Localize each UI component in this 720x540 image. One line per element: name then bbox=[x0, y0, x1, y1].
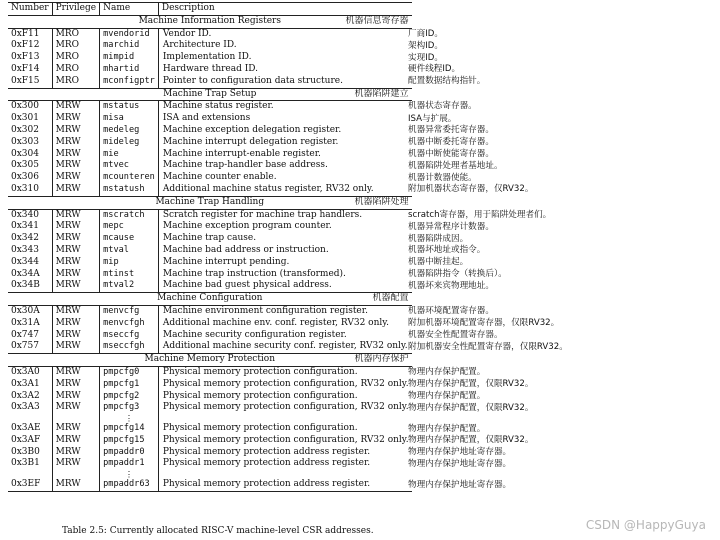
chinese-annotation: 附加机器状态寄存器，仅RV32。 bbox=[408, 184, 534, 195]
csr-description: Machine bad guest physical address. bbox=[158, 280, 411, 292]
csr-number: 0x342 bbox=[11, 233, 39, 244]
table-row bbox=[8, 172, 412, 184]
csr-privilege: MRW bbox=[52, 209, 100, 221]
csr-privilege: MRW bbox=[52, 305, 100, 317]
csr-number: 0xF15 bbox=[8, 76, 52, 88]
ellipsis-cell bbox=[52, 470, 100, 479]
csr-number: 0x747 bbox=[11, 329, 39, 340]
csr-description: Architecture ID. bbox=[158, 40, 411, 52]
csr-privilege: MRW bbox=[52, 423, 100, 435]
csr-number: 0x3A2 bbox=[11, 390, 40, 401]
table-row bbox=[8, 40, 412, 52]
csr-privilege: MRW bbox=[52, 137, 100, 149]
table-row bbox=[8, 366, 412, 378]
csr-name: mtval bbox=[100, 245, 159, 257]
csr-privilege: MRW bbox=[52, 257, 100, 269]
csr-description: Physical memory protection configuration, RV32 only. bbox=[158, 435, 411, 447]
csr-description: Machine exception delegation register. bbox=[158, 125, 411, 137]
csr-name: pmpaddr1 bbox=[100, 458, 159, 470]
csr-number: 0x303 bbox=[11, 136, 39, 147]
csr-number: 0xF12 bbox=[11, 40, 40, 51]
table-row bbox=[8, 423, 412, 435]
chinese-annotation: 机器异常程序计数器。 bbox=[408, 221, 494, 232]
table-caption: Table 2.5: Currently allocated RISC-V machine-level CSR addresses. bbox=[62, 526, 374, 536]
chinese-annotation: scratch寄存器，用于陷阱处理者们。 bbox=[408, 209, 552, 220]
csr-privilege: MRW bbox=[52, 101, 100, 113]
table-row bbox=[8, 76, 412, 88]
ellipsis-row bbox=[8, 470, 412, 479]
csr-description: Physical memory protection address register. bbox=[158, 458, 411, 470]
chinese-annotation: 物理内存保护配置，仅限RV32。 bbox=[408, 379, 534, 390]
csr-number: 0xF13 bbox=[11, 52, 40, 63]
header-privilege: Privilege bbox=[52, 3, 100, 16]
csr-name: marchid bbox=[100, 40, 159, 52]
chinese-annotation: 机器安全性配置寄存器。 bbox=[408, 330, 503, 341]
chinese-annotation: 物理内存保护配置，仅限RV32。 bbox=[408, 435, 534, 446]
csr-description: Machine interrupt-enable register. bbox=[158, 149, 411, 161]
csr-privilege: MRW bbox=[52, 113, 100, 125]
csr-description: Physical memory protection configuration, RV32 only. bbox=[158, 379, 411, 391]
csr-privilege: MRW bbox=[52, 233, 100, 245]
csr-number: 0x3A0 bbox=[11, 366, 40, 377]
section-title-zh: 机器陷阱建立 bbox=[354, 88, 409, 99]
csr-name: mscratch bbox=[100, 209, 159, 221]
csr-description: Machine interrupt pending. bbox=[158, 257, 411, 269]
csr-privilege: MRO bbox=[52, 28, 100, 40]
table-row bbox=[8, 221, 412, 233]
csr-privilege: MRW bbox=[52, 341, 100, 353]
csr-privilege: MRW bbox=[52, 245, 100, 257]
csr-number: 0x340 bbox=[11, 209, 39, 220]
csr-privilege: MRW bbox=[52, 221, 100, 233]
csr-description: Machine trap-handler base address. bbox=[158, 160, 411, 172]
csr-table bbox=[8, 2, 412, 492]
section-title-cell bbox=[8, 354, 412, 367]
csr-number: 0xF14 bbox=[11, 63, 40, 74]
chinese-annotation: 物理内存保护配置。 bbox=[408, 391, 486, 401]
section-header-row bbox=[8, 196, 412, 209]
table-row bbox=[8, 269, 412, 281]
csr-number: 0x301 bbox=[11, 113, 39, 124]
csr-name: pmpaddr0 bbox=[100, 447, 159, 459]
table-row bbox=[8, 305, 412, 317]
table-row bbox=[8, 28, 412, 40]
csr-description: Scratch register for machine trap handlers. bbox=[158, 209, 411, 221]
csr-privilege: MRO bbox=[52, 52, 100, 64]
watermark: CSDN @HappyGuya bbox=[585, 518, 706, 532]
csr-name: pmpcfg14 bbox=[100, 423, 159, 435]
csr-privilege: MRO bbox=[52, 40, 100, 52]
section-title: Machine Configuration bbox=[157, 293, 263, 304]
csr-number: 0x3EF bbox=[8, 479, 52, 491]
csr-privilege: MRW bbox=[52, 435, 100, 447]
chinese-annotation: 物理内存保护地址寄存器。 bbox=[408, 479, 512, 490]
csr-privilege: MRW bbox=[52, 149, 100, 161]
csr-privilege: MRW bbox=[52, 402, 100, 414]
chinese-annotation: 机器异常委托寄存器。 bbox=[408, 125, 494, 136]
csr-description: Physical memory protection address register. bbox=[158, 479, 411, 491]
csr-name: mideleg bbox=[100, 137, 159, 149]
csr-description: Physical memory protection address register. bbox=[158, 447, 411, 459]
csr-privilege: MRW bbox=[52, 447, 100, 459]
chinese-annotation: ISA与扩展。 bbox=[408, 113, 457, 124]
csr-name: mtvec bbox=[100, 160, 159, 172]
table-row bbox=[8, 330, 412, 342]
csr-privilege: MRW bbox=[52, 184, 100, 196]
chinese-annotation: 附加机器环境配置寄存器，仅限RV32。 bbox=[408, 318, 560, 329]
table-row bbox=[8, 257, 412, 269]
section-title-cell bbox=[8, 196, 412, 209]
chinese-annotation: 物理内存保护地址寄存器。 bbox=[408, 447, 512, 458]
csr-number: 0x302 bbox=[11, 124, 39, 135]
csr-name: medeleg bbox=[100, 125, 159, 137]
csr-number: 0x3B1 bbox=[11, 458, 40, 469]
csr-description: Hardware thread ID. bbox=[158, 64, 411, 76]
csr-description: Machine environment configuration register. bbox=[158, 305, 411, 317]
table-row bbox=[8, 318, 412, 330]
csr-number: 0x3A1 bbox=[11, 378, 40, 389]
section-title-zh: 机器配置 bbox=[372, 293, 409, 304]
csr-name: mseccfg bbox=[100, 330, 159, 342]
csr-name: mtinst bbox=[100, 269, 159, 281]
csr-name: mip bbox=[100, 257, 159, 269]
csr-number: 0x300 bbox=[11, 101, 39, 112]
csr-description: Machine security configuration register. bbox=[158, 330, 411, 342]
csr-name: mtval2 bbox=[100, 280, 159, 292]
csr-privilege: MRW bbox=[52, 330, 100, 342]
csr-privilege: MRW bbox=[52, 160, 100, 172]
table-body bbox=[8, 15, 412, 491]
chinese-annotation: 物理内存保护配置。 bbox=[408, 366, 486, 377]
chinese-annotation: 厂商ID。 bbox=[408, 28, 443, 39]
csr-number: 0xF11 bbox=[11, 28, 40, 39]
csr-description: Machine trap cause. bbox=[158, 233, 411, 245]
ellipsis-cell bbox=[52, 414, 100, 423]
table-row bbox=[8, 209, 412, 221]
table-row bbox=[8, 379, 412, 391]
csr-number: 0x31A bbox=[11, 317, 40, 328]
csr-name: mconfigptr bbox=[100, 76, 159, 88]
csr-privilege: MRO bbox=[52, 64, 100, 76]
csr-description: Physical memory protection configuration. bbox=[158, 366, 411, 378]
csr-description: Pointer to configuration data structure. bbox=[158, 76, 411, 88]
csr-number: 0x306 bbox=[11, 172, 39, 183]
csr-name: mvendorid bbox=[100, 28, 159, 40]
csr-privilege: MRW bbox=[52, 379, 100, 391]
csr-number: 0x304 bbox=[11, 148, 39, 159]
csr-number: 0x343 bbox=[11, 244, 39, 255]
section-title: Machine Trap Handling bbox=[155, 196, 265, 207]
table-header-row bbox=[8, 3, 412, 16]
csr-description: Machine status register. bbox=[158, 101, 411, 113]
ellipsis-cell bbox=[158, 414, 411, 423]
csr-number: 0x3AE bbox=[11, 423, 41, 434]
csr-name: menvcfg bbox=[100, 305, 159, 317]
chinese-annotation: 实现ID。 bbox=[408, 52, 443, 63]
table-row bbox=[8, 125, 412, 137]
chinese-annotation: 物理内存保护配置。 bbox=[408, 423, 486, 434]
table-row bbox=[8, 245, 412, 257]
csr-description: Vendor ID. bbox=[158, 28, 411, 40]
ellipsis-row bbox=[8, 414, 412, 423]
csr-description: Additional machine security conf. register, RV32 only. bbox=[158, 341, 411, 353]
csr-description: Implementation ID. bbox=[158, 52, 411, 64]
table-row bbox=[8, 149, 412, 161]
csr-name: mimpid bbox=[100, 52, 159, 64]
csr-description: Machine bad address or instruction. bbox=[158, 245, 411, 257]
csr-description: Physical memory protection configuration. bbox=[158, 423, 411, 435]
chinese-annotation: 物理内存保护配置，仅限RV32。 bbox=[408, 402, 534, 413]
section-title: Machine Memory Protection bbox=[144, 354, 276, 365]
ellipsis-cell: ⋮ bbox=[100, 470, 159, 479]
chinese-annotation: 机器坏地址或指令。 bbox=[408, 245, 486, 256]
csr-description: Machine interrupt delegation register. bbox=[158, 137, 411, 149]
header-number: Number bbox=[8, 3, 52, 16]
csr-name: mseccfgh bbox=[100, 341, 159, 353]
csr-number: 0x34A bbox=[11, 268, 40, 279]
csr-privilege: MRO bbox=[52, 76, 100, 88]
csr-name: misa bbox=[100, 113, 159, 125]
csr-number: 0x310 bbox=[8, 184, 52, 196]
csr-description: Machine trap instruction (transformed). bbox=[158, 269, 411, 281]
csr-privilege: MRW bbox=[52, 366, 100, 378]
csr-number: 0x757 bbox=[8, 341, 52, 353]
csr-name: mcause bbox=[100, 233, 159, 245]
csr-number: 0x3A3 bbox=[11, 402, 40, 413]
header-name: Name bbox=[100, 3, 159, 16]
chinese-annotation: 机器中断挂起。 bbox=[408, 257, 469, 268]
section-header-row bbox=[8, 293, 412, 306]
csr-privilege: MRW bbox=[52, 391, 100, 403]
section-title: Machine Information Registers bbox=[138, 15, 281, 26]
section-title-zh: 机器陷阱处理 bbox=[354, 196, 409, 207]
csr-description: Additional machine env. conf. register, RV32 only. bbox=[158, 318, 411, 330]
csr-description: ISA and extensions bbox=[158, 113, 411, 125]
chinese-annotation: 机器陷阱处理者基地址。 bbox=[408, 160, 503, 171]
section-title-cell bbox=[8, 293, 412, 306]
csr-privilege: MRW bbox=[52, 479, 100, 491]
chinese-annotation: 机器陷阱成因。 bbox=[408, 233, 469, 244]
csr-name: mstatush bbox=[100, 184, 159, 196]
csr-description: Physical memory protection configuration. bbox=[158, 391, 411, 403]
csr-number: 0x305 bbox=[11, 160, 39, 171]
csr-number: 0x34B bbox=[8, 280, 52, 292]
table-row bbox=[8, 391, 412, 403]
chinese-annotation: 机器环境配置寄存器。 bbox=[408, 305, 494, 316]
table-row bbox=[8, 233, 412, 245]
csr-privilege: MRW bbox=[52, 269, 100, 281]
csr-number: 0x3AF bbox=[11, 434, 41, 445]
table-row bbox=[8, 447, 412, 459]
table-row bbox=[8, 435, 412, 447]
chinese-annotation: 架构ID。 bbox=[408, 40, 443, 51]
csr-number: 0x344 bbox=[11, 256, 39, 267]
table-row bbox=[8, 52, 412, 64]
chinese-annotation: 附加机器安全性配置寄存器，仅限RV32。 bbox=[408, 341, 568, 352]
csr-description: Physical memory protection configuration, RV32 only. bbox=[158, 402, 411, 414]
csr-name: pmpcfg3 bbox=[100, 402, 159, 414]
csr-name: mepc bbox=[100, 221, 159, 233]
chinese-annotation: 配置数据结构指针。 bbox=[408, 76, 486, 87]
csr-privilege: MRW bbox=[52, 125, 100, 137]
chinese-annotation: 机器中断使能寄存器。 bbox=[408, 149, 494, 160]
csr-name: mhartid bbox=[100, 64, 159, 76]
csr-privilege: MRW bbox=[52, 172, 100, 184]
csr-name: pmpaddr63 bbox=[100, 479, 159, 491]
chinese-annotation: 硬件线程ID。 bbox=[408, 64, 461, 75]
table-row bbox=[8, 160, 412, 172]
csr-name: pmpcfg0 bbox=[100, 366, 159, 378]
csr-description: Machine counter enable. bbox=[158, 172, 411, 184]
table-row bbox=[8, 280, 412, 292]
ellipsis-cell bbox=[8, 414, 52, 423]
section-title-cell bbox=[8, 15, 412, 28]
section-title: Machine Trap Setup bbox=[163, 88, 257, 99]
section-title-cell bbox=[8, 88, 412, 101]
ellipsis-cell: ⋮ bbox=[100, 414, 159, 423]
ellipsis-cell bbox=[8, 470, 52, 479]
csr-number: 0x30A bbox=[11, 305, 40, 316]
section-title-zh: 机器信息寄存器 bbox=[345, 15, 409, 26]
chinese-annotation: 物理内存保护地址寄存器。 bbox=[408, 458, 512, 469]
csr-name: mstatus bbox=[100, 101, 159, 113]
chinese-annotation: 机器陷阱指令（转换后）。 bbox=[408, 269, 507, 280]
table-row bbox=[8, 458, 412, 470]
table-row bbox=[8, 101, 412, 113]
table-row bbox=[8, 341, 412, 353]
table-row bbox=[8, 113, 412, 125]
csr-name: mcounteren bbox=[100, 172, 159, 184]
section-header-row bbox=[8, 354, 412, 367]
csr-name: pmpcfg15 bbox=[100, 435, 159, 447]
csr-name: pmpcfg1 bbox=[100, 379, 159, 391]
header-description: Description bbox=[158, 3, 411, 16]
csr-privilege: MRW bbox=[52, 318, 100, 330]
csr-privilege: MRW bbox=[52, 458, 100, 470]
section-header-row bbox=[8, 15, 412, 28]
section-header-row bbox=[8, 88, 412, 101]
table-row bbox=[8, 64, 412, 76]
csr-name: mie bbox=[100, 149, 159, 161]
ellipsis-cell bbox=[158, 470, 411, 479]
chinese-annotation: 机器中断委托寄存器。 bbox=[408, 137, 494, 148]
csr-description: Additional machine status register, RV32 only. bbox=[158, 184, 411, 196]
csr-description: Machine exception program counter. bbox=[158, 221, 411, 233]
chinese-annotation: 机器计数器使能。 bbox=[408, 172, 477, 183]
csr-name: pmpcfg2 bbox=[100, 391, 159, 403]
table-row bbox=[8, 137, 412, 149]
section-title-zh: 机器内存保护 bbox=[354, 354, 409, 365]
chinese-annotation: 机器坏来宾物理地址。 bbox=[408, 280, 494, 291]
chinese-annotation: 机器状态寄存器。 bbox=[408, 101, 477, 112]
csr-number: 0x341 bbox=[11, 221, 39, 232]
table-row bbox=[8, 402, 412, 414]
csr-number: 0x3B0 bbox=[11, 446, 40, 457]
table-row bbox=[8, 479, 412, 491]
csr-name: menvcfgh bbox=[100, 318, 159, 330]
csr-privilege: MRW bbox=[52, 280, 100, 292]
table-row bbox=[8, 184, 412, 196]
